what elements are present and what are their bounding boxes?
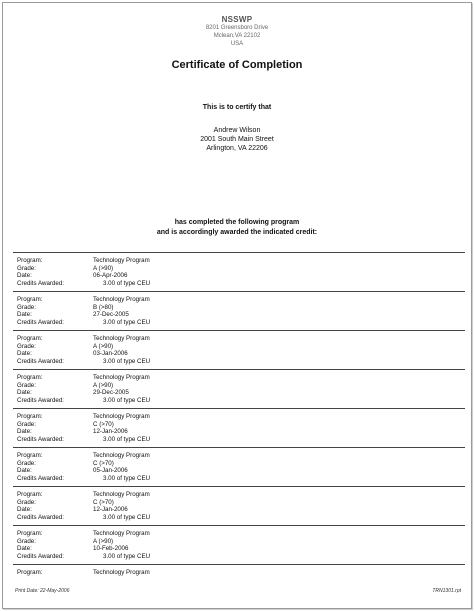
record-program-label: Program: [17,296,43,303]
record-credits-value: 3.00 of type CEU [103,357,151,365]
record-date-label: Date: [17,467,32,474]
credit-record [13,564,465,603]
record-date-value: 06-Apr-2006 [93,272,128,279]
record-date-label: Date: [17,545,32,552]
record-credits-value: 3.00 of type CEU [103,513,151,521]
report-id: TRN1301.rpt [432,588,461,594]
credit-record [13,408,465,447]
record-program-label: Program: [17,257,43,264]
record-program-label: Program: [17,335,43,342]
organization-address-line1: 8201 Greensboro Drive [205,25,269,31]
record-grade-label: Grade: [17,498,36,506]
record-grade-label: Grade: [17,420,36,428]
record-credits-label: Credits Awarded: [17,396,65,404]
record-program-value: Technology Program [93,296,150,303]
record-credits-label: Credits Awarded: [17,513,65,521]
record-program-value: Technology Program [93,530,150,537]
record-credits-value: 3.00 of type CEU [103,318,151,326]
certify-text: This is to certify that [202,104,272,111]
organization-country: USA [230,41,244,47]
record-program-value: Technology Program [93,413,150,420]
record-grade-value: C (>70) [93,459,114,467]
record-date-value: 29-Dec-2005 [93,389,129,396]
record-program-value: Technology Program [93,569,150,576]
certificate-title: Certificate of Completion [171,59,303,71]
record-date-value: 05-Jan-2006 [93,467,128,474]
completion-text-line1: has completed the following program [174,219,300,226]
record-grade-value: A (>90) [93,381,114,389]
record-credits-label: Credits Awarded: [17,357,65,365]
record-program-label: Program: [17,413,43,420]
organization-name: NSSWP [221,15,253,24]
record-grade-value: A (>90) [93,537,114,545]
record-date-label: Date: [17,506,32,513]
credit-record [13,291,465,330]
record-credits-value: 3.00 of type CEU [103,396,151,404]
record-date-label: Date: [17,272,32,279]
record-grade-value: A (>90) [93,264,114,272]
record-grade-value: C (>70) [93,498,114,506]
record-grade-label: Grade: [17,303,36,311]
record-credits-value: 3.00 of type CEU [103,279,151,287]
record-program-value: Technology Program [93,452,150,459]
recipient-name: Andrew Wilson [213,127,261,134]
credit-record [13,330,465,369]
record-program-value: Technology Program [93,257,150,264]
credit-record [13,525,465,564]
credit-record [13,369,465,408]
record-program-label: Program: [17,452,43,459]
print-date: Print Date: 22-May-2006 [15,588,70,594]
credit-records-list [13,252,465,603]
record-program-label: Program: [17,569,43,576]
record-program-value: Technology Program [93,374,150,381]
record-grade-label: Grade: [17,381,36,389]
record-grade-value: B (>80) [93,303,114,311]
record-date-value: 27-Dec-2005 [93,311,129,318]
record-credits-label: Credits Awarded: [17,318,65,326]
record-date-label: Date: [17,428,32,435]
record-credits-label: Credits Awarded: [17,279,65,287]
record-date-value: 03-Jan-2006 [93,350,128,357]
record-credits-value: 3.00 of type CEU [103,435,151,443]
organization-address-line2: Mclean,VA 22102 [213,33,261,39]
credit-record [13,447,465,486]
record-grade-label: Grade: [17,537,36,545]
record-grade-label: Grade: [17,342,36,350]
record-date-label: Date: [17,311,32,318]
record-program-label: Program: [17,374,43,381]
recipient-address-line2: Arlington, VA 22206 [206,145,268,152]
completion-text-line2: and is accordingly awarded the indicated credit: [156,229,318,236]
record-credits-value: 3.00 of type CEU [103,552,151,560]
record-date-label: Date: [17,389,32,396]
credit-record [13,486,465,525]
record-credits-label: Credits Awarded: [17,474,65,482]
record-credits-label: Credits Awarded: [17,552,65,560]
record-credits-label: Credits Awarded: [17,435,65,443]
record-program-label: Program: [17,491,43,498]
record-program-value: Technology Program [93,335,150,342]
record-grade-value: A (>90) [93,342,114,350]
record-date-label: Date: [17,350,32,357]
record-grade-value: C (>70) [93,420,114,428]
recipient-address-line1: 2001 South Main Street [200,136,274,143]
record-credits-value: 3.00 of type CEU [103,474,151,482]
record-program-value: Technology Program [93,491,150,498]
certificate-page [2,2,472,609]
record-date-value: 12-Jan-2006 [93,428,128,435]
record-program-label: Program: [17,530,43,537]
credit-record [13,252,465,291]
record-date-value: 10-Feb-2006 [93,545,129,552]
record-grade-label: Grade: [17,459,36,467]
record-date-value: 12-Jan-2006 [93,506,128,513]
record-grade-label: Grade: [17,264,36,272]
